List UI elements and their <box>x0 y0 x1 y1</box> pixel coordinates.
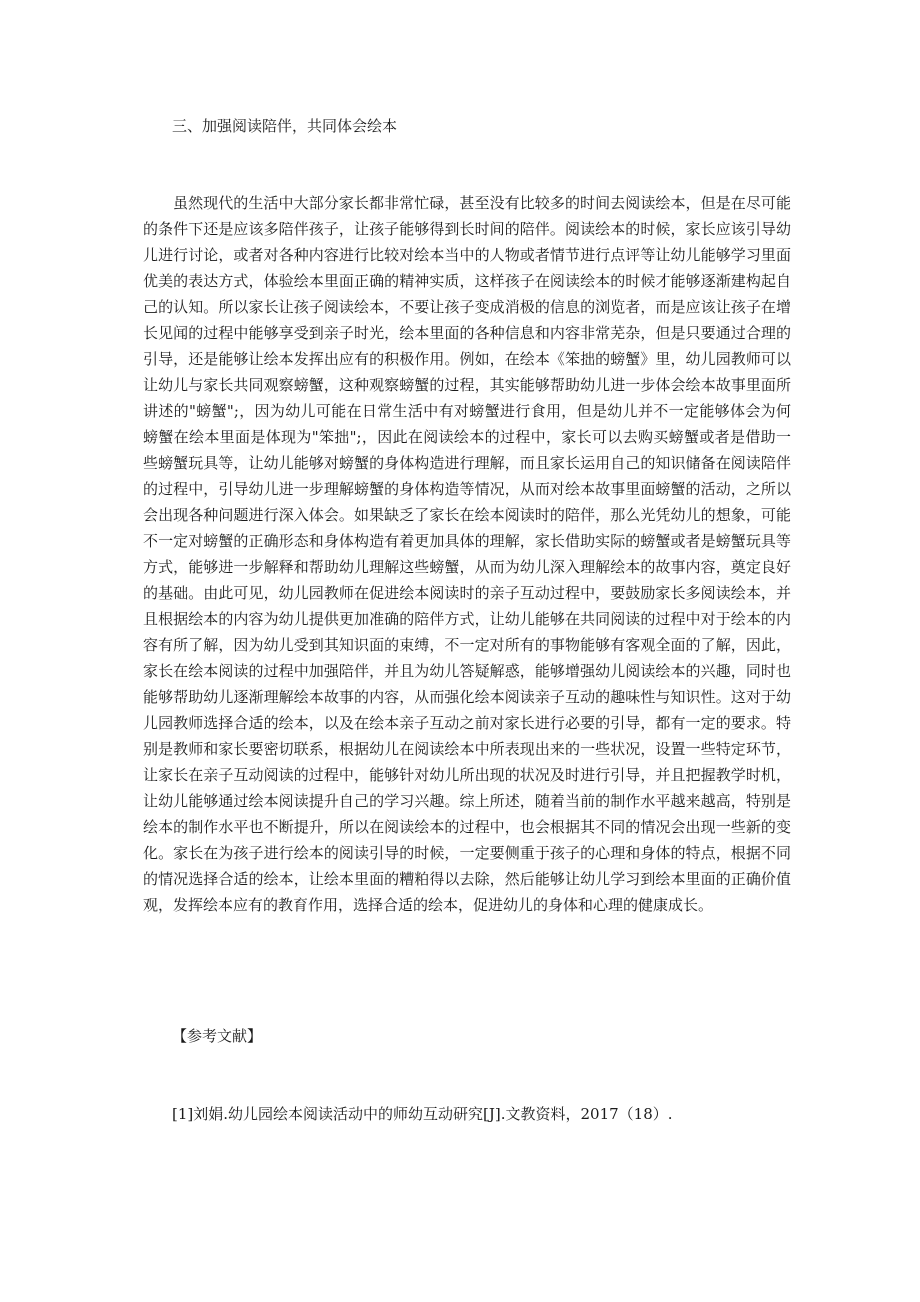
references-heading: 【参考文献】 <box>172 1027 263 1045</box>
body-paragraph: 虽然现代的生活中大部分家长都非常忙碌，甚至没有比较多的时间去阅读绘本，但是在尽可能的条件下还是应该多陪伴孩子，让孩子能够得到长时间的陪伴。阅读绘本的时候，家长应该引导幼儿进行讨论，或者对各种内容进行比较对绘本当中的人物或者情节进行点评等让幼儿能够学习里面优美的表达方式，体验绘本里面正确的精神实质，这样孩子在阅读绘本的时候才能够逐渐建构起自己的认知。所以家长让孩子阅读绘本，不要让孩子变成消极的信息的浏览者，而是应该让孩子在增长见闻的过程中能够享受到亲子时光，绘本里面的各种信息和内容非常芜杂，但是只要通过合理的引导，还是能够让绘本发挥出应有的积极作用。例如，在绘本《笨拙的螃蟹》里，幼儿园教师可以让幼儿与家长共同观察螃蟹，这种观察螃蟹的过程，其实能够帮助幼儿进一步体会绘本故事里面所讲述的"螃蟹";，因为幼儿可能在日常生活中有对螃蟹进行食用，但是幼儿并不一定能够体会为何螃蟹在绘本里面是体现为"笨拙";，因此在阅读绘本的过程中，家长可以去购买螃蟹或者是借助一些螃蟹玩具等，让幼儿能够对螃蟹的身体构造进行理解，而且家长运用自己的知识储备在阅读陪伴的过程中，引导幼儿进一步理解螃蟹的身体构造等情况，从而对绘本故事里面螃蟹的活动，之所以会出现各种问题进行深入体会。如果缺乏了家长在绘本阅读时的陪伴，那么光凭幼儿的想象，可能不一定对螃蟹的正确形态和身体构造有着更加具体的理解，家长借助实际的螃蟹或者是螃蟹玩具等方式，能够进一步解释和帮助幼儿理解这些螃蟹，从而为幼儿深入理解绘本的故事内容，奠定良好的基础。由此可见，幼儿园教师在促进绘本阅读时的亲子互动过程中，要鼓励家长多阅读绘本，并且根据绘本的内容为幼儿提供更加准确的陪伴方式，让幼儿能够在共同阅读的过程中对于绘本的内容有所了解，因为幼儿受到其知识面的束缚，不一定对所有的事物能够有客观全面的了解，因此，家长在绘本阅读的过程中加强陪伴，并且为幼儿答疑解惑，能够增强幼儿阅读绘本的兴趣，同时也能够帮助幼儿逐渐理解绘本故事的内容，从而强化绘本阅读亲子互动的趣味性与知识性。这对于幼儿园教师选择合适的绘本，以及在绘本亲子互动之前对家长进行必要的引导，都有一定的要求。特别是教师和家长要密切联系，根据幼儿在阅读绘本中所表现出来的一些状况，设置一些特定环节，让家长在亲子互动阅读的过程中，能够针对幼儿所出现的状况及时进行引导，并且把握教学时机，让幼儿能够通过绘本阅读提升自己的学习兴趣。综上所述，随着当前的制作水平越来越高，特别是绘本的制作水平也不断提升，所以在阅读绘本的过程中，也会根据其不同的情况会出现一些新的变化。家长在为孩子进行绘本的阅读引导的时候，一定要侧重于孩子的心理和身体的特点，根据不同的情况选择合适的绘本，让绘本里面的糟粕得以去除，然后能够让幼儿学习到绘本里面的正确价值观，发挥绘本应有的教育作用，选择合适的绘本，促进幼儿的身体和心理的健康成长。 <box>143 194 791 914</box>
section-heading: 三、加强阅读陪伴，共同体会绘本 <box>172 117 398 135</box>
reference-item: [1]刘娟.幼儿园绘本阅读活动中的师幼互动研究[J].文教资料，2017（18）. <box>172 1105 673 1123</box>
references-list <box>172 1102 673 1126</box>
